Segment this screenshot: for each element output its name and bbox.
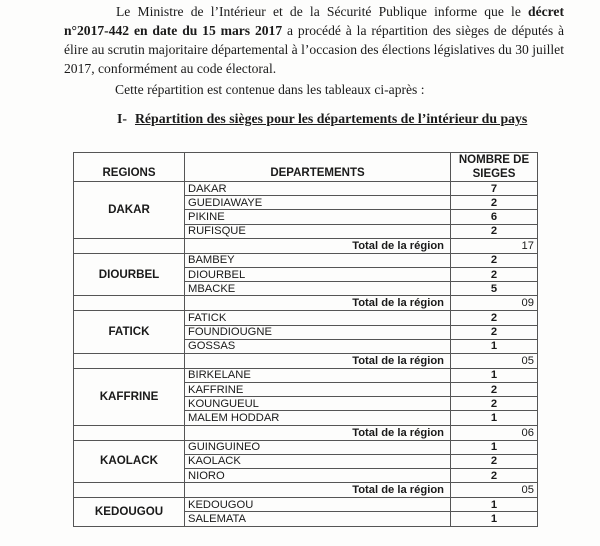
seats-count: 1 (451, 368, 538, 382)
total-blank-cell (74, 296, 185, 311)
seats-table (73, 152, 538, 527)
section-title: Répartition des sièges pour les départements de l’intérieur du pays (134, 111, 528, 126)
seats-count: 2 (451, 267, 538, 281)
total-value: 17 (451, 238, 538, 253)
seats-count: 2 (451, 253, 538, 267)
departement-name: RUFISQUE (185, 224, 451, 238)
region-total-row (74, 296, 538, 311)
total-label: Total de la région (185, 425, 451, 440)
total-label: Total de la région (185, 238, 451, 253)
seats-count: 2 (451, 196, 538, 210)
departement-name: GUEDIAWAYE (185, 196, 451, 210)
departement-name: MBACKE (185, 282, 451, 296)
seats-count: 2 (451, 454, 538, 468)
departement-name: BAMBEY (185, 253, 451, 267)
seats-count: 1 (451, 440, 538, 454)
total-blank-cell (74, 425, 185, 440)
intro-paragraph (64, 2, 564, 78)
departement-name: GOSSAS (185, 339, 451, 353)
header-departements: DEPARTEMENTS (185, 153, 451, 182)
section-number: I- (117, 111, 127, 126)
header-regions: REGIONS (74, 153, 185, 182)
departement-name: KAOLACK (185, 454, 451, 468)
seats-count: 2 (451, 397, 538, 411)
table-row (74, 368, 538, 382)
region-total-row (74, 238, 538, 253)
total-value: 06 (451, 425, 538, 440)
seats-count: 5 (451, 282, 538, 296)
departement-name: KEDOUGOU (185, 498, 451, 512)
departement-name: PIKINE (185, 210, 451, 224)
table-row (74, 182, 538, 196)
intro-text-pre: Le Ministre de l’Intérieur et de la Sécurité Publique informe que le (116, 4, 529, 19)
seats-count: 2 (451, 224, 538, 238)
region-name: DAKAR (74, 182, 185, 239)
departement-name: DAKAR (185, 182, 451, 196)
total-blank-cell (74, 238, 185, 253)
region-total-row (74, 425, 538, 440)
seats-count: 7 (451, 182, 538, 196)
region-name: KEDOUGOU (74, 498, 185, 526)
table-header-row (74, 153, 538, 182)
seats-count: 2 (451, 469, 538, 483)
region-total-row (74, 483, 538, 498)
total-value: 09 (451, 296, 538, 311)
seats-count: 1 (451, 498, 538, 512)
table-row (74, 311, 538, 325)
departement-name: MALEM HODDAR (185, 411, 451, 425)
seats-count: 2 (451, 383, 538, 397)
region-name: FATICK (74, 311, 185, 354)
table-row (74, 253, 538, 267)
seats-count: 1 (451, 339, 538, 353)
table-body (74, 182, 538, 527)
header-nombre-sieges: NOMBRE DE SIEGES (451, 153, 538, 182)
departement-name: BIRKELANE (185, 368, 451, 382)
total-value: 05 (451, 353, 538, 368)
seats-count: 1 (451, 512, 538, 526)
total-value: 05 (451, 483, 538, 498)
seats-count: 2 (451, 311, 538, 325)
table-row (74, 498, 538, 512)
region-name: KAOLACK (74, 440, 185, 483)
departement-name: SALEMATA (185, 512, 451, 526)
departement-name: GUINGUINEO (185, 440, 451, 454)
region-total-row (74, 353, 538, 368)
seats-count: 6 (451, 210, 538, 224)
table-row (74, 440, 538, 454)
seats-count: 2 (451, 325, 538, 339)
total-label: Total de la région (185, 483, 451, 498)
intro-text-post: a procédé à la répartition des sièges de députés à élire au scrutin majoritaire départemental à l’occasion des élections législatives du 30 juillet 2017, conformément au code électoral. (64, 23, 564, 76)
seats-count: 1 (451, 411, 538, 425)
departement-name: KAFFRINE (185, 383, 451, 397)
total-blank-cell (74, 353, 185, 368)
section-heading (117, 111, 527, 127)
departement-name: FOUNDIOUGNE (185, 325, 451, 339)
region-name: DIOURBEL (74, 253, 185, 296)
departement-name: DIOURBEL (185, 267, 451, 281)
intro-decree: décret n°2017-442 en date du 15 mars 2017 (64, 4, 564, 38)
departement-name: FATICK (185, 311, 451, 325)
departement-name: KOUNGUEUL (185, 397, 451, 411)
region-name: KAFFRINE (74, 368, 185, 425)
total-label: Total de la région (185, 296, 451, 311)
intro-paragraph-2: Cette répartition est contenue dans les tableaux ci-après : (115, 82, 425, 97)
total-label: Total de la région (185, 353, 451, 368)
departement-name: NIORO (185, 469, 451, 483)
total-blank-cell (74, 483, 185, 498)
